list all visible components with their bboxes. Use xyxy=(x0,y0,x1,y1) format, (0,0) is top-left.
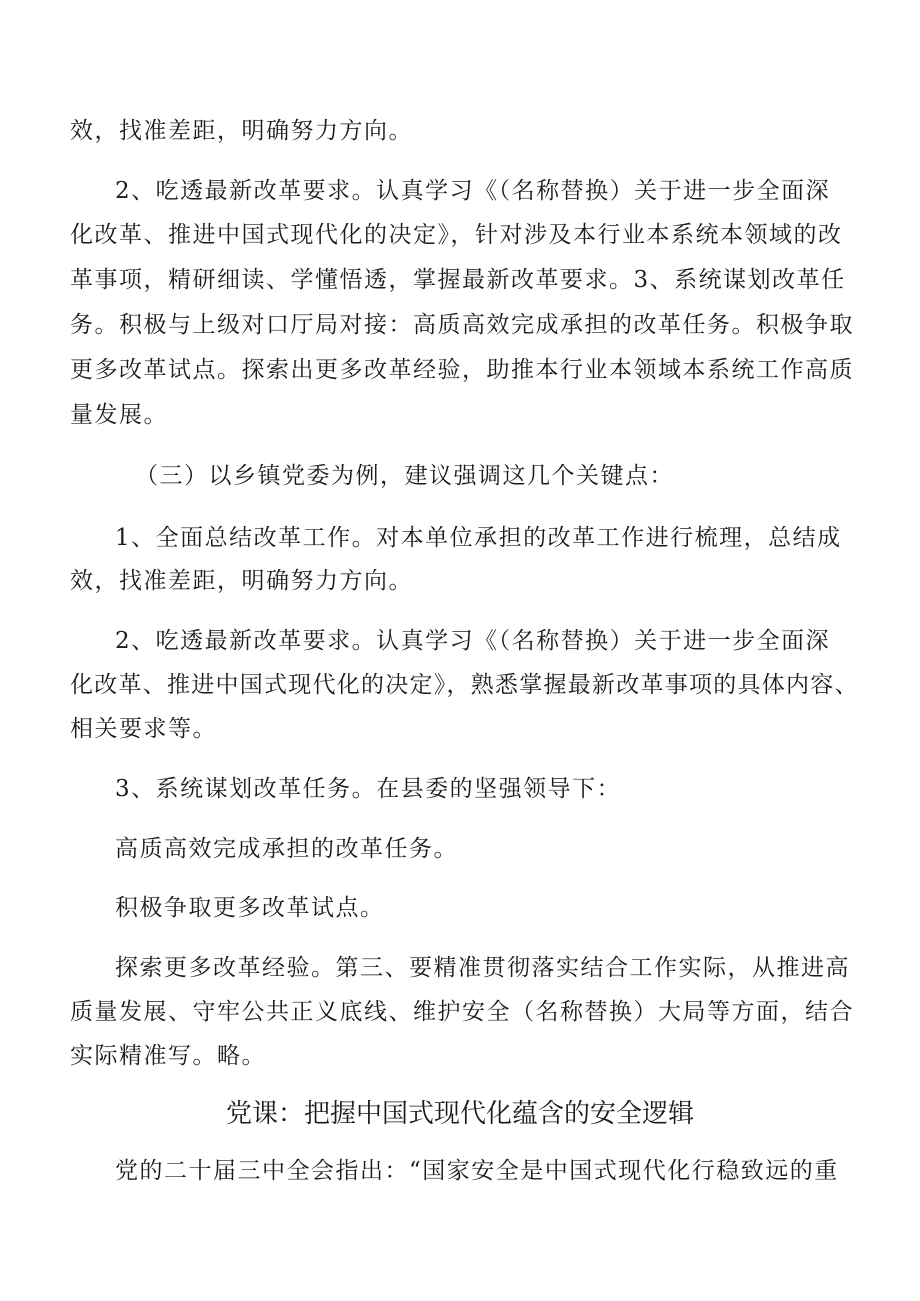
paragraph-line: 2、吃透最新改革要求。认真学习《（名称替换）关于进一步全面深 xyxy=(115,628,831,654)
paragraph-line: 探索更多改革经验。第三、要精准贯彻落实结合工作实际，从推进高 xyxy=(115,955,850,981)
paragraph-line: 相关要求等。 xyxy=(70,716,217,742)
paragraph-line: 务。积极与上级对口厅局对接：高质高效完成承担的改革任务。积极争取 xyxy=(70,312,854,338)
paragraph-line: 更多改革试点。探索出更多改革经验，助推本行业本领域本系统工作高质 xyxy=(70,357,854,383)
paragraph-line: 质量发展、守牢公共正义底线、维护安全（名称替换）大局等方面，结合 xyxy=(70,999,854,1025)
paragraph-line: 2、吃透最新改革要求。认真学习《（名称替换）关于进一步全面深 xyxy=(115,178,831,204)
paragraph-line: 3、系统谋划改革任务。在县委的坚强领导下： xyxy=(115,776,622,802)
paragraph-line: 实际精准写。略。 xyxy=(70,1043,266,1069)
paragraph-line: 革事项，精研细读、学懂悟透，掌握最新改革要求。3、系统谋划改革任 xyxy=(70,267,846,293)
paragraph-line: 效，找准差距，明确努力方向。 xyxy=(70,118,413,144)
section-subheading: （三）以乡镇党委为例，建议强调这几个关键点： xyxy=(135,463,674,489)
paragraph-line: 党的二十届三中全会指出：“国家安全是中国式现代化行稳致远的重 xyxy=(115,1158,839,1184)
paragraph-line: 效，找准差距，明确努力方向。 xyxy=(70,568,413,594)
lecture-title: 党课：把握中国式现代化蕴含的安全逻辑 xyxy=(225,1099,694,1129)
paragraph-line: 积极争取更多改革试点。 xyxy=(115,895,385,921)
paragraph-line: 化改革、推进中国式现代化的决定》，针对涉及本行业本系统本领域的改 xyxy=(70,222,843,248)
paragraph-line: 1、全面总结改革工作。对本单位承担的改革工作进行梳理，总结成 xyxy=(115,525,842,551)
paragraph-line: 量发展。 xyxy=(70,402,168,428)
paragraph-line: 化改革、推进中国式现代化的决定》，熟悉掌握最新改革事项的具体内容、 xyxy=(70,672,859,698)
paragraph-line: 高质高效完成承担的改革任务。 xyxy=(115,836,458,862)
